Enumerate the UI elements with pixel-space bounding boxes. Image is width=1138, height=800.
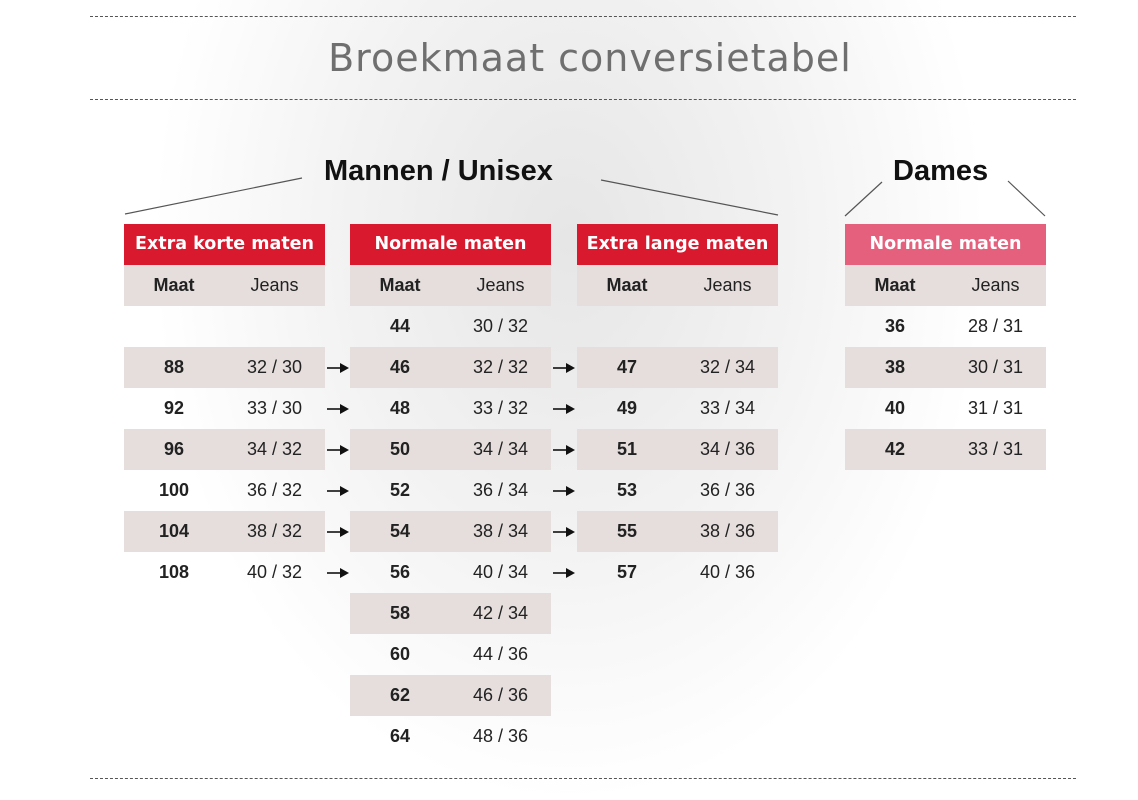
maat-cell: 36	[884, 316, 906, 336]
jeans-cell: 30 / 31	[967, 357, 1024, 377]
maat-cell: 46	[389, 357, 411, 377]
bottom-dashed-divider	[90, 778, 1076, 779]
jeans-cell: 32 / 34	[699, 357, 756, 377]
maat-cell: 88	[163, 357, 185, 377]
maat-cell: 54	[389, 521, 411, 541]
table-row	[577, 511, 778, 552]
table-row	[124, 347, 325, 388]
men-bracket-left	[125, 178, 302, 214]
women-bracket-left	[845, 182, 882, 216]
table-row	[124, 470, 325, 511]
women-bracket-right	[1008, 181, 1045, 216]
maat-cell: 96	[163, 439, 185, 459]
jeans-cell: 36 / 34	[472, 480, 529, 500]
column-header-maat: Maat	[606, 275, 648, 295]
arrow-right-icon	[327, 362, 349, 374]
table-row	[350, 306, 551, 347]
maat-cell: 47	[616, 357, 638, 377]
maat-cell: 51	[616, 439, 638, 459]
arrow-right-icon	[327, 567, 349, 579]
maat-cell: 58	[389, 603, 411, 623]
women-group-label: Dames	[893, 155, 989, 187]
table-row	[577, 552, 778, 593]
table-row	[350, 388, 551, 429]
jeans-cell: 33 / 32	[472, 398, 529, 418]
maat-cell: 100	[158, 480, 190, 500]
maat-cell: 52	[389, 480, 411, 500]
table-row	[350, 511, 551, 552]
table-row	[350, 593, 551, 634]
maat-cell: 38	[884, 357, 906, 377]
column-header-maat: Maat	[153, 275, 195, 295]
maat-cell: 64	[389, 726, 411, 746]
jeans-cell: 40 / 36	[699, 562, 756, 582]
table-normal	[350, 224, 551, 757]
jeans-cell: 36 / 36	[699, 480, 756, 500]
table-row	[845, 347, 1046, 388]
arrow-right-icon	[553, 485, 575, 497]
arrow-right-icon	[327, 444, 349, 456]
jeans-cell: 34 / 34	[472, 439, 529, 459]
table-row	[845, 306, 1046, 347]
table-header: Extra lange maten	[577, 224, 778, 265]
column-header-row	[124, 265, 325, 306]
maat-cell: 60	[389, 644, 411, 664]
column-header-jeans: Jeans	[703, 275, 752, 295]
maat-cell: 57	[616, 562, 638, 582]
column-header-row	[350, 265, 551, 306]
maat-cell: 44	[389, 316, 411, 336]
table-row	[124, 306, 325, 347]
arrow-right-icon	[327, 526, 349, 538]
jeans-cell: 31 / 31	[967, 398, 1024, 418]
column-header-row	[845, 265, 1046, 306]
table-row	[845, 388, 1046, 429]
jeans-cell: 38 / 32	[246, 521, 303, 541]
arrow-right-icon	[327, 485, 349, 497]
table-row	[124, 552, 325, 593]
table-row	[845, 429, 1046, 470]
column-header-jeans: Jeans	[971, 275, 1020, 295]
table-row	[350, 634, 551, 675]
column-header-row	[577, 265, 778, 306]
jeans-cell: 48 / 36	[472, 726, 529, 746]
jeans-cell: 32 / 32	[472, 357, 529, 377]
jeans-cell: 34 / 32	[246, 439, 303, 459]
arrow-right-icon	[553, 362, 575, 374]
arrow-right-icon	[553, 526, 575, 538]
jeans-cell: 42 / 34	[472, 603, 529, 623]
column-header-maat: Maat	[874, 275, 916, 295]
table-row	[577, 306, 778, 347]
maat-cell: 53	[616, 480, 638, 500]
jeans-cell: 46 / 36	[472, 685, 529, 705]
maat-cell: 49	[616, 398, 638, 418]
maat-cell: 50	[389, 439, 411, 459]
arrow-right-icon	[553, 444, 575, 456]
table-extra-long	[577, 224, 778, 593]
jeans-cell: 40 / 32	[246, 562, 303, 582]
arrow-right-icon	[553, 567, 575, 579]
top-dashed-divider	[90, 16, 1076, 17]
jeans-cell: 36 / 32	[246, 480, 303, 500]
jeans-cell: 34 / 36	[699, 439, 756, 459]
maat-cell: 55	[616, 521, 638, 541]
table-row	[124, 511, 325, 552]
jeans-cell: 30 / 32	[472, 316, 529, 336]
table-row	[350, 347, 551, 388]
table-row	[350, 675, 551, 716]
jeans-cell: 33 / 31	[967, 439, 1024, 459]
jeans-cell: 28 / 31	[967, 316, 1024, 336]
column-header-jeans: Jeans	[250, 275, 299, 295]
arrow-right-icon	[553, 403, 575, 415]
page-title: Broekmaat conversietabel	[328, 36, 852, 80]
table-row	[577, 429, 778, 470]
maat-cell: 56	[389, 562, 411, 582]
title-dashed-divider	[90, 99, 1076, 100]
maat-cell: 108	[158, 562, 190, 582]
jeans-cell: 38 / 34	[472, 521, 529, 541]
table-row	[577, 347, 778, 388]
jeans-cell: 33 / 34	[699, 398, 756, 418]
men-bracket-right	[601, 180, 778, 215]
maat-cell: 92	[163, 398, 185, 418]
jeans-cell: 33 / 30	[246, 398, 303, 418]
table-row	[577, 470, 778, 511]
column-header-maat: Maat	[379, 275, 421, 295]
table-row	[350, 716, 551, 757]
maat-cell: 42	[884, 439, 906, 459]
jeans-cell: 32 / 30	[246, 357, 303, 377]
table-header: Normale maten	[845, 224, 1046, 265]
jeans-cell: 38 / 36	[699, 521, 756, 541]
table-women-normal	[845, 224, 1046, 470]
table-header: Normale maten	[350, 224, 551, 265]
table-row	[350, 470, 551, 511]
jeans-cell: 40 / 34	[472, 562, 529, 582]
table-row	[350, 429, 551, 470]
arrow-right-icon	[327, 403, 349, 415]
table-row	[124, 429, 325, 470]
maat-cell: 40	[884, 398, 906, 418]
maat-cell: 62	[389, 685, 411, 705]
table-extra-short	[124, 224, 325, 593]
jeans-cell: 44 / 36	[472, 644, 529, 664]
men-group-label: Mannen / Unisex	[324, 155, 553, 187]
table-row	[124, 388, 325, 429]
maat-cell: 104	[158, 521, 190, 541]
column-header-jeans: Jeans	[476, 275, 525, 295]
table-header: Extra korte maten	[124, 224, 325, 265]
table-row	[577, 388, 778, 429]
table-row	[350, 552, 551, 593]
maat-cell: 48	[389, 398, 411, 418]
